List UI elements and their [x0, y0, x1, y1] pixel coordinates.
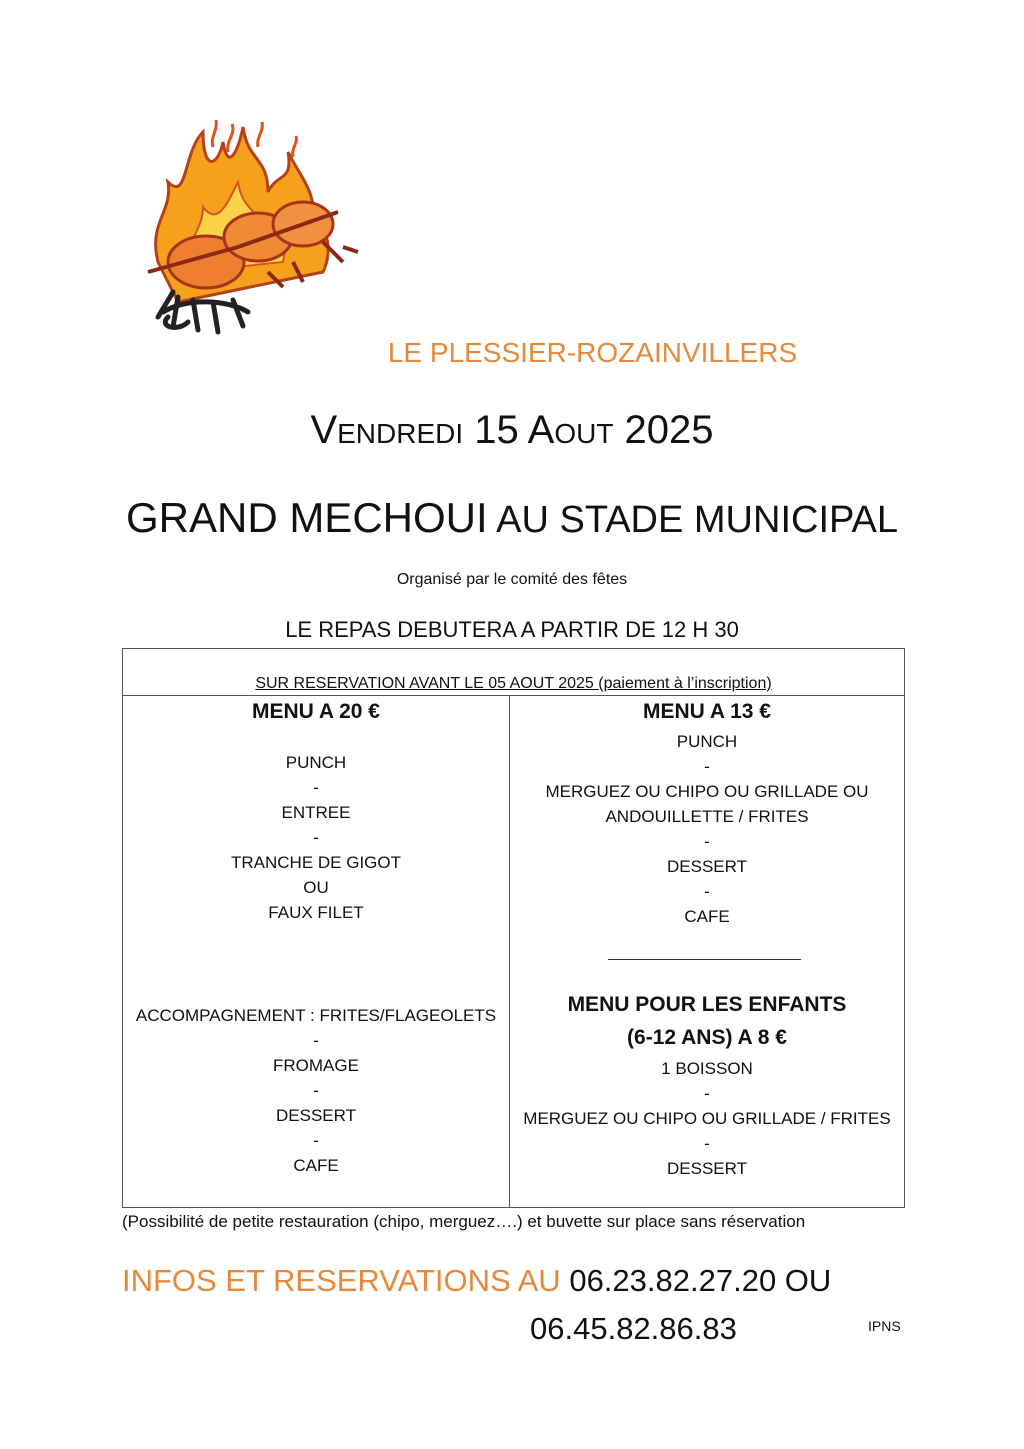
menu-item: FAUX FILET [268, 903, 364, 922]
town-name: LE PLESSIER-ROZAINVILLERS [387, 337, 798, 368]
menu-separator: - [313, 778, 319, 797]
menu-20-title: MENU A 20 € [252, 700, 380, 723]
menu-item: DESSERT [667, 857, 747, 876]
menu-item: DESSERT [667, 1159, 747, 1178]
menu-separator: - [704, 1084, 710, 1103]
menu-item: CAFE [684, 907, 730, 926]
menu-13-title: MENU A 13 € [643, 700, 771, 723]
menu-item: 1 BOISSON [661, 1059, 753, 1078]
fire-roast-illustration [118, 112, 368, 352]
info-line [122, 1263, 831, 1299]
event-place: AU STADE MUNICIPAL [496, 499, 899, 541]
reservation-note: SUR RESERVATION AVANT LE 05 AOUT 2025 (paiement à l’inscription) [255, 675, 772, 692]
kids-menu-title: MENU POUR LES ENFANTS [567, 993, 847, 1016]
menu-item: ENTREE [281, 803, 351, 822]
menu-separator: - [704, 882, 710, 901]
menu-separator: - [704, 832, 710, 851]
kids-menu-price: (6-12 ANS) A 8 € [627, 1026, 787, 1049]
organizer-note: Organisé par le comité des fêtes [396, 571, 628, 588]
menu-item: FROMAGE [273, 1056, 359, 1075]
event-main-title: GRAND MECHOUI [125, 494, 488, 541]
phone-number-1: 06.23.82.27.20 OU [569, 1263, 832, 1298]
menu-table [122, 648, 905, 1208]
ipns-mark: IPNS [868, 1318, 901, 1334]
menu-item: DESSERT [276, 1106, 356, 1125]
menu-item: ACCOMPAGNEMENT : FRITES/FLAGEOLETS [135, 1006, 497, 1025]
menu-item: ANDOUILLETTE / FRITES [605, 807, 809, 826]
section-rule [608, 959, 801, 960]
menu-item: OU [303, 878, 329, 897]
menu-separator: - [313, 828, 319, 847]
phone-number-2: 06.45.82.86.83 [530, 1311, 737, 1346]
menu-separator: - [313, 1131, 319, 1150]
meal-start-time: LE REPAS DEBUTERA A PARTIR DE 12 H 30 [285, 617, 739, 642]
menu-item: MERGUEZ OU CHIPO OU GRILLADE / FRITES [523, 1109, 891, 1128]
menu-separator: - [313, 1031, 319, 1050]
menu-separator: - [704, 1134, 710, 1153]
menu-item: PUNCH [676, 732, 738, 751]
menu-separator: - [313, 1081, 319, 1100]
info-label: INFOS ET RESERVATIONS AU [122, 1263, 561, 1298]
event-date: Vendredi 15 Aout 2025 [310, 408, 714, 452]
menu-item: TRANCHE DE GIGOT [230, 853, 401, 872]
menu-item: PUNCH [285, 753, 347, 772]
event-headline [0, 494, 1024, 542]
snack-note: (Possibilité de petite restauration (chipo, merguez….) et buvette sur place sans réservation [122, 1212, 806, 1231]
reservation-row [123, 649, 904, 696]
menu-item: CAFE [293, 1156, 339, 1175]
menu-item: MERGUEZ OU CHIPO OU GRILLADE OU [545, 782, 869, 801]
menu-separator: - [704, 757, 710, 776]
